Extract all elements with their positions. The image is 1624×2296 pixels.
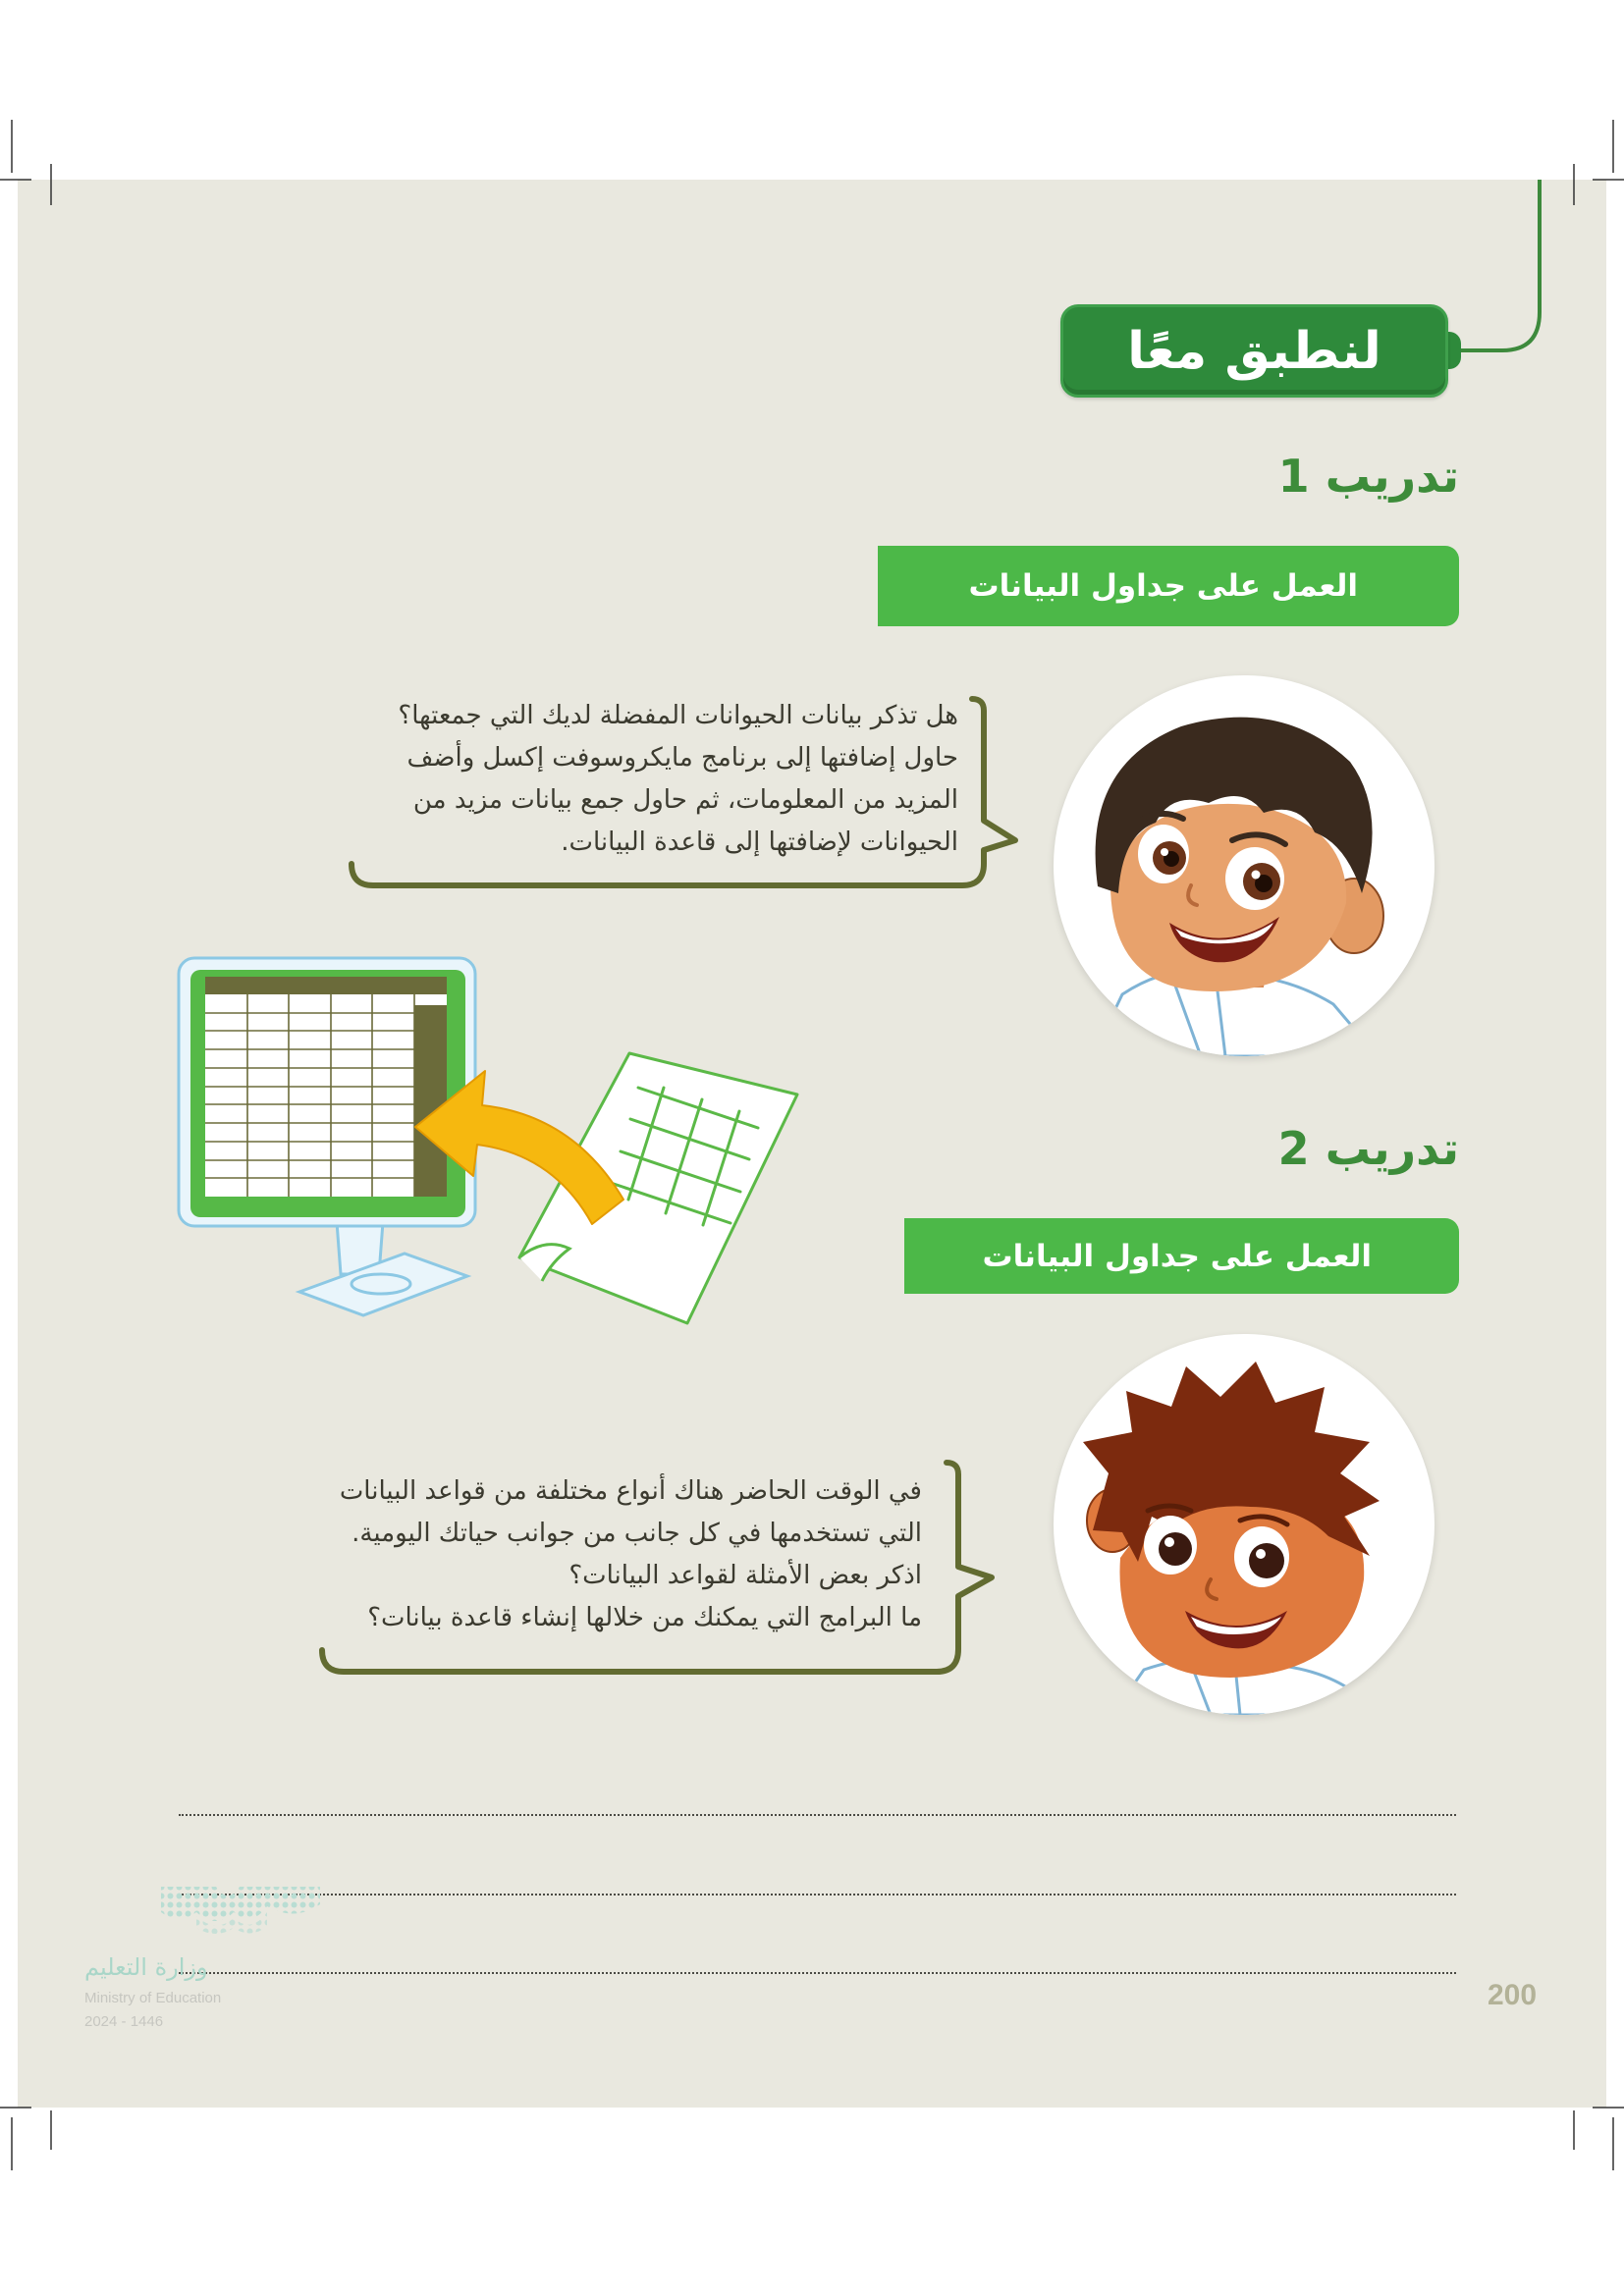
bubble-1-line: الحيوانات لإضافتها إلى قاعدة البيانات. [561,828,958,857]
exercise-2-heading: تدريب 2 [1277,1122,1459,1175]
answer-line-1 [179,1814,1456,1816]
eye-right-iris [1249,1543,1284,1578]
bubble-2-line: التي تستخدمها في كل جانب من جوانب حياتك اليومية. [352,1519,922,1548]
speech-bubble-1-text [330,695,958,864]
eye-right-highlight [1252,871,1261,880]
bubble-1-line: المزيد من المعلومات، ثم حاول جمع بيانات مزيد من [412,785,958,815]
exercise-1-topic-label: العمل على جداول البيانات [968,568,1358,604]
eye-left-iris [1159,1532,1192,1566]
boy-avatar-2-drawing [1054,1334,1435,1715]
boy-avatar-2-icon [1054,1334,1435,1715]
screen-side-column [414,1005,447,1197]
ministry-year: 2024 - 1446 [84,2013,164,2030]
boy-avatar-1-icon [1054,675,1435,1056]
monitor-base [299,1254,467,1315]
ministry-name-arabic: وزارة التعليم [84,1953,208,1981]
exercise-2-topic-label: العمل على جداول البيانات [982,1238,1372,1274]
exercise-2-topic-bar [904,1218,1459,1294]
ministry-logo-icon [157,1883,324,1942]
answer-line-2 [179,1894,1456,1896]
eye-left-highlight [1164,1537,1174,1547]
paper-table-icon [519,1053,797,1323]
face [1110,804,1346,991]
eye-left-highlight [1161,848,1168,856]
logo-dot-pattern [161,1887,320,1921]
answer-line-3 [179,1972,1456,1974]
boy-avatar-1-drawing [1054,675,1435,1056]
exercise-1-topic-bar [878,546,1459,626]
bubble-2-line: اذكر بعض الأمثلة لقواعد البيانات؟ [568,1561,922,1590]
page-title: لنطبق معًا [1060,304,1448,398]
eye-right-highlight [1256,1549,1266,1559]
exercise-1-heading: تدريب 1 [1277,450,1459,503]
screen-header-strip [205,977,447,994]
speech-bubble-2-text [294,1470,922,1639]
spreadsheet-illustration [157,942,825,1335]
bubble-1-line: هل تذكر بيانات الحيوانات المفضلة لديك التي جمعتها؟ [398,701,958,730]
bubble-2-line: ما البرامج التي يمكنك من خلالها إنشاء قاعدة بيانات؟ [367,1603,922,1632]
ministry-name-english: Ministry of Education [84,1990,222,2006]
bubble-2-line: في الوقت الحاضر هناك أنواع مختلفة من قواعد البيانات [339,1476,922,1506]
page-number: 200 [1488,1979,1538,2011]
bubble-1-line: حاول إضافتها إلى برنامج مايكروسوفت إكسل وأضف [406,743,958,773]
